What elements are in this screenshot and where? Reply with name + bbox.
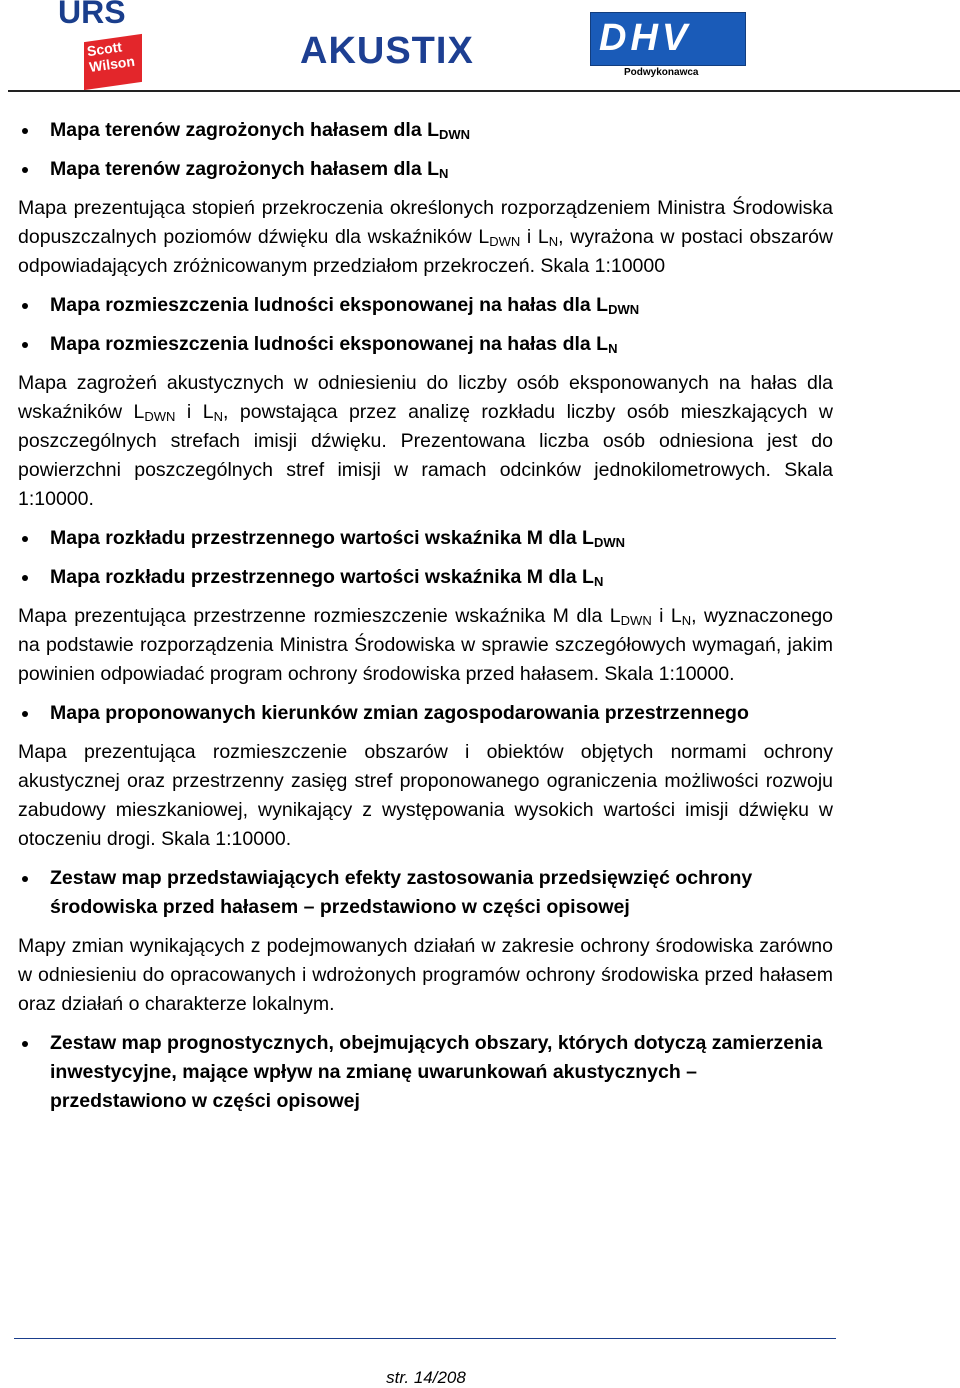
bullet-heading — [18, 563, 833, 592]
bullet-text: Mapa rozkładu przestrzennego wartości wskaźnika M dla L — [50, 566, 594, 588]
paragraph-text: Mapa prezentująca przestrzenne rozmieszczenie wskaźnika M dla L — [18, 605, 621, 627]
urs-scott-wilson-logo — [58, 0, 150, 90]
paragraph — [18, 738, 833, 854]
paragraph — [18, 369, 833, 514]
akustix-logo — [300, 24, 482, 72]
scott-wilson-text: Scott Wilson — [85, 38, 136, 76]
bullet-text: Mapa rozmieszczenia ludności eksponowanej na hałas dla L — [50, 294, 609, 316]
paragraph — [18, 602, 833, 689]
bullet-heading — [18, 524, 833, 553]
page-header — [0, 0, 960, 95]
page-number: str. 14/208 — [386, 1368, 466, 1387]
paragraph-text: , wyrażona w postaci obszarów odpowiadających zróżnicowanym przedziałom przekroczeń. Skala 1:10000 — [18, 226, 834, 277]
document-body — [18, 116, 833, 1126]
subscript: DWN — [593, 535, 626, 550]
subscript: DWN — [144, 409, 176, 424]
dhv-logo — [590, 12, 746, 82]
footer-divider — [14, 1338, 836, 1339]
subscript: DWN — [489, 234, 521, 249]
subscript: N — [593, 574, 604, 589]
subscript: N — [608, 341, 618, 356]
urs-logo-text: URS — [58, 0, 126, 30]
bullet-text: Mapa rozmieszczenia ludności eksponowanej na hałas dla L — [50, 333, 609, 355]
dhv-caption: Podwykonawca — [624, 67, 699, 78]
subscript: DWN — [439, 127, 471, 142]
bullet-heading — [18, 291, 833, 320]
bullet-heading — [18, 155, 833, 184]
bullet-heading — [18, 330, 833, 359]
paragraph-text: Mapy zmian wynikających z podejmowanych działań w zakresie ochrony środowiska zarówno w odniesieniu do opracowanych i wdrożonych programów ochrony środowiska przed hałasem oraz działań o charakterze lokalnym. — [18, 935, 833, 1015]
paragraph-text: i L — [520, 226, 549, 248]
dhv-logo-box — [590, 12, 746, 66]
paragraph-text: i L — [175, 401, 214, 423]
header-divider — [8, 90, 960, 92]
bullet-heading — [18, 699, 833, 728]
paragraph-text: , powstająca przez analizę rozkładu liczby osób mieszkających w poszczególnych strefach imisji dźwięku. Prezentowana liczba osób odniesiona jest do powierzchni poszczególnych stref imisji w ramach odcinków jednokilometrowych. Skala 1:10000. — [18, 401, 834, 510]
subscript: DWN — [608, 302, 640, 317]
subscript: N — [439, 166, 449, 181]
bullet-text: Mapa terenów zagrożonych hałasem dla L — [50, 119, 440, 141]
bullet-heading — [18, 116, 833, 145]
subscript: N — [548, 234, 559, 249]
bullet-text: Zestaw map prognostycznych, obejmujących obszary, których dotyczą zamierzenia inwestycyjne, mające wpływ na zmianę uwarunkowań akustycznych – przedstawiono w części opisowej — [50, 1032, 823, 1112]
bullet-heading — [18, 1029, 833, 1116]
paragraph-text: Mapa zagrożeń akustycznych w odniesieniu do liczby osób eksponowanych na hałas dla wskaźników L — [18, 372, 833, 423]
paragraph-text: i L — [651, 605, 682, 627]
paragraph — [18, 932, 833, 1019]
bullet-text: Mapa proponowanych kierunków zmian zagospodarowania przestrzennego — [50, 702, 749, 724]
subscript: N — [213, 409, 223, 424]
bullet-text: Mapa terenów zagrożonych hałasem dla L — [50, 158, 440, 180]
subscript: DWN — [620, 613, 652, 628]
paragraph-text: Mapa prezentująca stopień przekroczenia określonych rozporządzeniem Ministra Środowiska dopuszczalnych poziomów dźwięku dla wskaźników L — [18, 197, 833, 248]
paragraph-text: Mapa prezentująca rozmieszczenie obszarów i obiektów objętych normami ochrony akustycznej oraz przestrzenny zasięg stref proponowanego ograniczenia możliwości rozwoju zabudowy mieszkaniowej, wynikający z występowania wysokich wartości imisji dźwięku w otoczeniu drogi. Skala 1:10000. — [18, 741, 833, 850]
paragraph — [18, 194, 833, 281]
bullet-text: Zestaw map przedstawiających efekty zastosowania przedsięwzięć ochrony środowiska przed hałasem – przedstawiono w części opisowej — [50, 867, 753, 918]
bullet-heading — [18, 864, 833, 922]
dhv-logo-text: DHV — [599, 17, 692, 59]
paragraph-text: , wyznaczonego na podstawie rozporządzenia Ministra Środowiska w sprawie szczegółowych wymagań, jakim powinien odpowiadać program ochrony środowiska przed hałasem. Skala 1:10000. — [18, 605, 834, 685]
subscript: N — [681, 613, 692, 628]
bullet-text: Mapa rozkładu przestrzennego wartości wskaźnika M dla L — [50, 527, 594, 549]
akustix-logo-text: AKUSTIX — [300, 30, 474, 72]
